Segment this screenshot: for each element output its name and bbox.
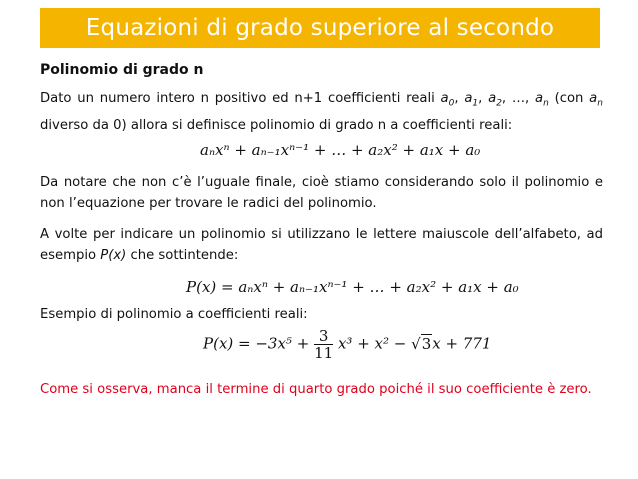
polynomial-formula: aₙxⁿ + aₙ₋₁xⁿ⁻¹ + … + a₂x² + a₁x + a₀: [200, 141, 481, 159]
example-intro: Esempio di polinomio a coefficienti reali:: [40, 307, 308, 322]
fraction: $\frac{3}{11}$: [314, 327, 334, 362]
example-formula: P(x) = −3x⁵ + $\frac{3}{11}$ x³ + x² − √3x + 771: [203, 327, 492, 362]
square-root: √3: [411, 334, 432, 353]
note-paragraph: Da notare che non c’è l’uguale finale, cioè stiamo considerando solo il polinomio e non l’equazione per trovare le radici del polinomio.: [40, 175, 603, 211]
definition-paragraph: Dato un numero intero n positivo ed n+1 coefficienti reali $a_0$, $a_1$, $a_2$, …, $a_n$ (con $a_n$ diverso da 0) allora si definisce polinomio di grado n a coefficienti reali:: [40, 91, 603, 133]
slide-title: Equazioni di grado superiore al secondo: [40, 8, 600, 48]
observation-paragraph: Come si osserva, manca il termine di quarto grado poiché il suo coefficiente è zero.: [40, 382, 592, 397]
polynomial-p-formula: P(x) = aₙxⁿ + aₙ₋₁xⁿ⁻¹ + … + a₂x² + a₁x + a₀: [186, 278, 519, 296]
notation-paragraph: A volte per indicare un polinomio si utilizzano le lettere maiuscole dell’alfabeto, ad esempio P(x) che sottintende:: [40, 227, 603, 263]
section-heading: Polinomio di grado n: [40, 62, 204, 78]
